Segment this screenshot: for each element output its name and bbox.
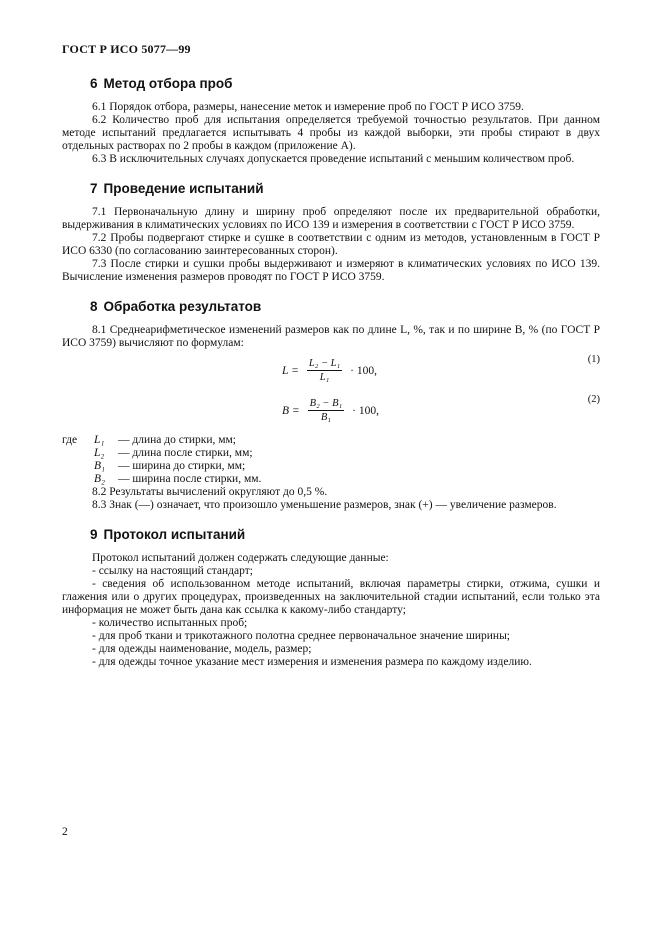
definition-symbol: B₁ — [94, 460, 106, 472]
section-6-heading — [62, 76, 600, 91]
paragraph-6-1: 6.1 Порядок отбора, размеры, нанесение меток и измерение проб по ГОСТ Р ИСО 3759. — [92, 101, 524, 113]
formula-2-lhs: B = — [282, 404, 300, 417]
paragraph-7-1: 7.1 Первоначальную длину и ширину проб определяют после их предварительной обработки, выдерживания в климатических условиях по ИСО 139 и измерения в соответствии с ГОСТ Р ИСО 3759. — [62, 206, 600, 231]
paragraph-8-2: 8.2 Результаты вычислений округляют до 0,5 %. — [92, 486, 328, 498]
section-8-title: Обработка результатов — [103, 299, 262, 314]
section-9 — [62, 527, 600, 669]
definition-row — [62, 447, 600, 460]
formula-2-fraction — [308, 398, 344, 423]
paragraph-7-3: 7.3 После стирки и сушки пробы выдерживают и измеряют в климатических условиях по ИСО 139. Вычисление изменения размеров проводят по ГОСТ Р ИСО 3759. — [62, 258, 600, 283]
definition-row — [62, 460, 600, 473]
formula-1-denominator: L₁ — [319, 372, 330, 383]
page-number: 2 — [62, 826, 68, 838]
definition-row — [62, 473, 600, 486]
protocol-intro: Протокол испытаний должен содержать следующие данные: — [92, 552, 389, 564]
section-7-number: 7 — [90, 181, 98, 196]
section-9-number: 9 — [90, 527, 98, 542]
formula-2-number: (2) — [587, 394, 600, 405]
definition-text: — длина до стирки, мм; — [118, 434, 237, 446]
section-8-number: 8 — [90, 299, 98, 314]
definition-text: — длина после стирки, мм; — [118, 447, 253, 459]
document-body — [62, 76, 600, 684]
where-label: где — [62, 434, 78, 446]
section-7 — [62, 181, 600, 284]
protocol-item: - для проб ткани и трикотажного полотна среднее первоначальное значение ширины; — [92, 630, 510, 642]
section-7-heading — [62, 181, 600, 196]
formula-2-denominator: B₁ — [320, 412, 331, 423]
paragraph-6-2: 6.2 Количество проб для испытания определяется требуемой точностью результатов. При данном методе испытаний предлагается испытывать 4 пробы из каждой выборки, эти пробы стирают в двух отдельных растворах по 2 пробы в каждом (приложение А). — [62, 114, 600, 152]
formula-2-numerator: B₂ − B₁ — [309, 398, 343, 409]
definition-row — [62, 434, 600, 447]
protocol-item: - для одежды точное указание мест измерения и изменения размера по каждому изделию. — [92, 656, 532, 668]
formula-1-lhs: L = — [282, 364, 299, 377]
definition-symbol: L₂ — [94, 447, 105, 459]
protocol-item: - количество испытанных проб; — [92, 617, 248, 629]
protocol-item: - ссылку на настоящий стандарт; — [92, 565, 253, 577]
document-header: ГОСТ Р ИСО 5077—99 — [62, 42, 191, 56]
protocol-item: - для одежды наименование, модель, размер; — [92, 643, 312, 655]
definition-text: — ширина после стирки, мм. — [118, 473, 262, 485]
formula-2 — [62, 394, 600, 430]
paragraph-6-3: 6.3 В исключительных случаях допускается проведение испытаний с меньшим количеством проб. — [92, 153, 575, 165]
section-9-heading — [62, 527, 600, 542]
section-6 — [62, 76, 600, 166]
section-6-title: Метод отбора проб — [103, 76, 233, 91]
definition-symbol: B₂ — [94, 473, 106, 485]
definition-symbol: L₁ — [94, 434, 105, 446]
section-7-title: Проведение испытаний — [103, 181, 264, 196]
section-8-heading — [62, 299, 600, 314]
variable-definitions — [62, 434, 600, 486]
formula-1 — [62, 354, 600, 390]
paragraph-8-1: 8.1 Среднеарифметическое изменений размеров как по длине L, %, так и по ширине B, % (по ГОСТ Р ИСО 3759) вычисляют по формулам: — [62, 324, 600, 349]
paragraph-8-3: 8.3 Знак (—) означает, что произошло уменьшение размеров, знак (+) — увеличение размеров. — [92, 499, 557, 511]
section-8 — [62, 299, 600, 512]
formula-1-number: (1) — [587, 354, 600, 365]
formula-2-tail: · 100, — [352, 404, 379, 417]
formula-1-tail: · 100, — [350, 364, 377, 377]
protocol-item: - сведения об использованном методе испытаний, включая параметры стирки, отжима, сушки и глажения или о других процедурах, произведенных на заключительной стадии испытаний, если только эта информация не может быть дана как ссылка к какому-либо стандарту; — [62, 578, 600, 616]
section-9-title: Протокол испытаний — [103, 527, 246, 542]
definition-text: — ширина до стирки, мм; — [118, 460, 246, 472]
formula-1-numerator: L₂ − L₁ — [308, 358, 341, 369]
formula-1-fraction — [307, 358, 342, 383]
paragraph-7-2: 7.2 Пробы подвергают стирке и сушке в соответствии с одним из методов, установленным в ГОСТ Р ИСО 6330 (по согласованию заинтересованных сторон). — [62, 232, 600, 257]
section-6-number: 6 — [90, 76, 98, 91]
